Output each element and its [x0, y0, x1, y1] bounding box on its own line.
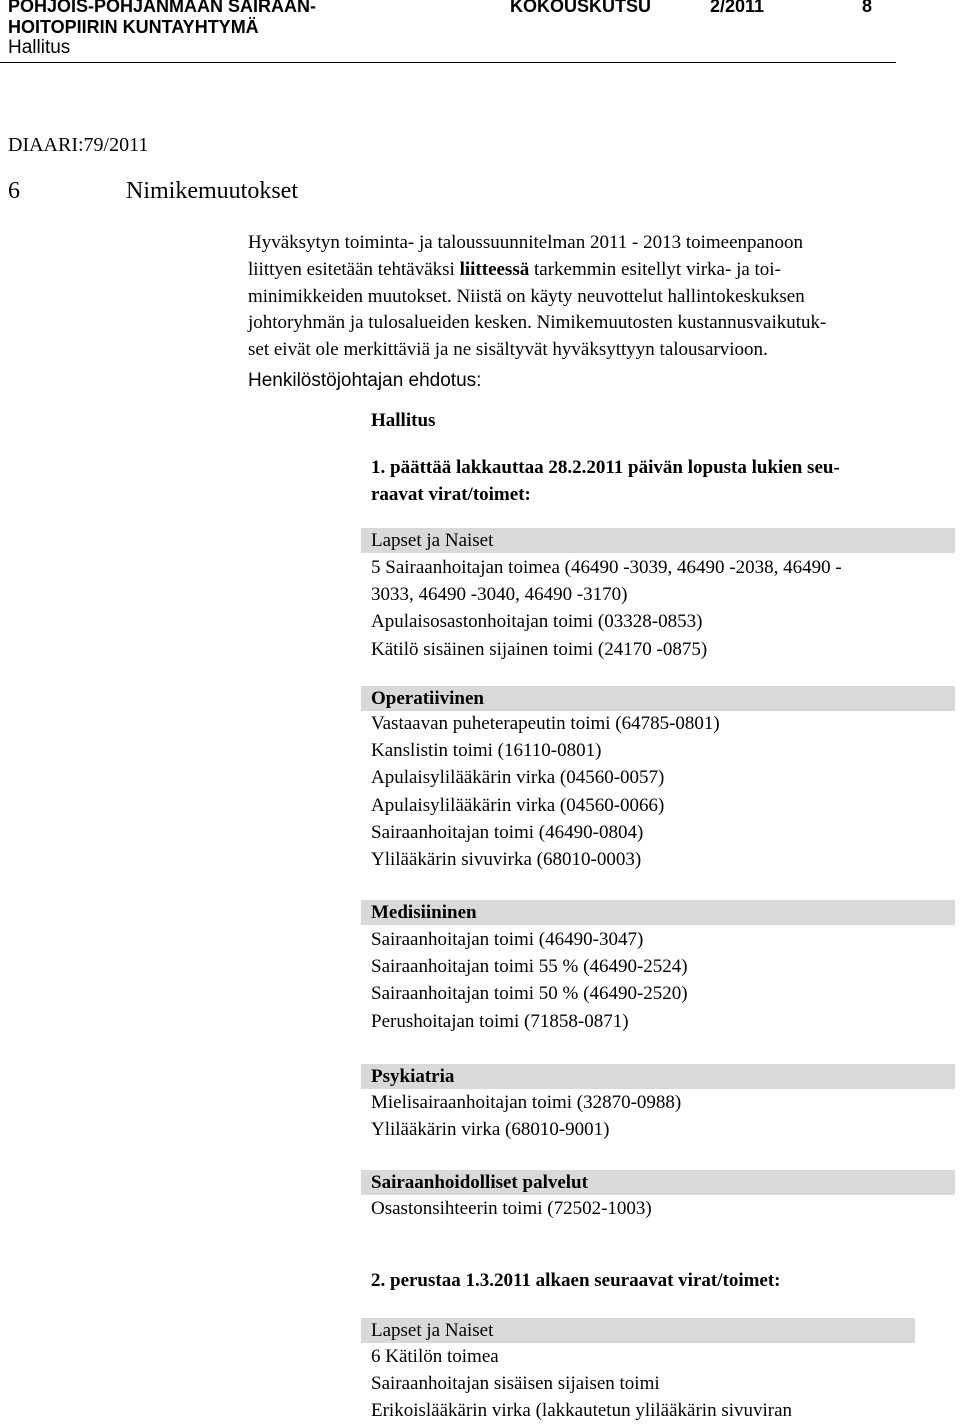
category-items-operatiivinen: [371, 710, 720, 873]
list-item: Sairaanhoitajan sisäisen sijaisen toimi: [371, 1373, 660, 1395]
list-item: Apulaisylilääkärin virka (04560-0066): [371, 794, 665, 816]
intro-paragraph: [248, 230, 948, 364]
diaari-number: DIAARI:79/2011: [8, 134, 149, 156]
list-item: Erikoislääkärin virka (lakkautetun ylilääkärin sivuviran: [371, 1400, 793, 1422]
list-item: Osastonsihteerin toimi (72502-1003): [371, 1198, 652, 1219]
intro-line: liittyen esitetään tehtäväksi liitteessä tarkemmin esitellyt virka- ja toi-: [248, 258, 781, 280]
header-document-type: KOKOUSKUTSU: [510, 0, 652, 16]
category-items-medisiininen: [371, 926, 688, 1035]
list-item: 5 Sairaanhoitajan toimea (46490 -3039, 46490 -2038, 46490 -: [371, 557, 842, 578]
decision-1-line: 1. päättää lakkauttaa 28.2.2011 päivän lopusta lukien seu-: [371, 457, 840, 478]
list-item: Kätilö sisäinen sijainen toimi (24170 -0875): [371, 638, 708, 660]
intro-line: johtoryhmän ja tulosalueiden kesken. Nimikemuutosten kustannusvaikutuk-: [248, 312, 827, 334]
list-item: Vastaavan puheterapeutin toimi (64785-0801): [371, 713, 720, 734]
header-organization-line2: HOITOPIIRIN KUNTAYHTYMÄ: [8, 17, 259, 37]
header-section: Hallitus: [8, 37, 71, 58]
intro-line: Hyväksytyn toiminta- ja taloussuunnitelman 2011 - 2013 toimeenpanoon: [248, 232, 803, 253]
list-item: Sairaanhoitajan toimi 50 % (46490-2520): [371, 983, 688, 1005]
category-header-operatiivinen: Operatiivinen: [361, 686, 955, 711]
decision-2: 2. perustaa 1.3.2011 alkaen seuraavat virat/toimet:: [371, 1270, 781, 1291]
decision-1-line: raavat virat/toimet:: [371, 483, 531, 505]
header-document-number: 2/2011: [710, 0, 765, 16]
category-items-sairaanhoidolliset-palvelut: [371, 1195, 652, 1222]
category-header-lapset-ja-naiset-new: Lapset ja Naiset: [361, 1318, 915, 1343]
section-title: Nimikemuutokset: [126, 178, 298, 204]
list-item: Kanslistin toimi (16110-0801): [371, 740, 602, 762]
header-divider: [0, 62, 896, 63]
list-item: Sairaanhoitajan toimi 55 % (46490-2524): [371, 956, 688, 978]
intro-line: minimikkeiden muutokset. Niistä on käyty neuvottelut hallintokeskuksen: [248, 285, 805, 307]
category-header-sairaanhoidolliset-palvelut: Sairaanhoidolliset palvelut: [361, 1170, 955, 1195]
list-item: Ylilääkärin sivuvirka (68010-0003): [371, 849, 642, 871]
section-number: 6: [8, 178, 20, 204]
attachment-reference: liitteessä: [459, 258, 530, 280]
category-items-lapset-ja-naiset: [371, 554, 842, 663]
list-item: Perushoitajan toimi (71858-0871): [371, 1010, 629, 1032]
header-organization-line1: POHJOIS-POHJANMAAN SAIRAAN-: [8, 0, 317, 16]
category-items-psykiatria: [371, 1089, 681, 1143]
list-item: 3033, 46490 -3040, 46490 -3170): [371, 584, 628, 606]
header-page-number: 8: [862, 0, 873, 16]
category-items-lapset-ja-naiset-new: [371, 1343, 792, 1425]
list-item: Sairaanhoitajan toimi (46490-3047): [371, 929, 644, 950]
list-item: Mielisairaanhoitajan toimi (32870-0988): [371, 1092, 682, 1113]
list-item: Apulaisosastonhoitajan toimi (03328-0853): [371, 611, 703, 633]
board-label: Hallitus: [371, 410, 436, 431]
list-item: Apulaisylilääkärin virka (04560-0057): [371, 767, 665, 789]
intro-line: set eivät ole merkittäviä ja ne sisältyvät hyväksyttyyn talousarvioon.: [248, 339, 768, 361]
category-header-lapset-ja-naiset: Lapset ja Naiset: [361, 528, 955, 553]
list-item: 6 Kätilön toimea: [371, 1346, 499, 1367]
category-header-psykiatria: Psykiatria: [361, 1064, 955, 1089]
proposal-label: Henkilöstöjohtajan ehdotus:: [248, 370, 482, 391]
category-header-medisiininen: Medisiininen: [361, 900, 955, 925]
list-item: Ylilääkärin virka (68010-9001): [371, 1119, 610, 1141]
list-item: Sairaanhoitajan toimi (46490-0804): [371, 821, 644, 843]
decision-1: [371, 455, 840, 509]
